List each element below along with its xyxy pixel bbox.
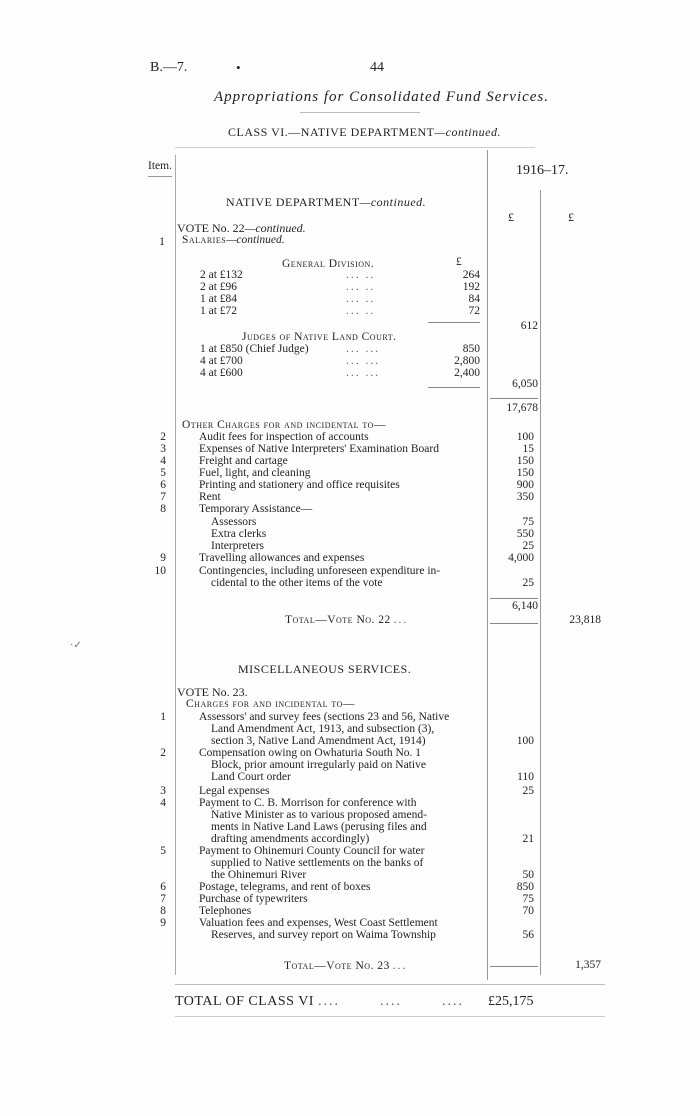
salaries-total-rule [490, 398, 538, 399]
misc-item-line: Payment to C. B. Morrison for conference with [199, 797, 417, 809]
charge-label: Travelling allowances and expenses [199, 552, 365, 564]
misc-item-line: supplied to Native settlements on the banks of [211, 857, 424, 869]
vote-23-total: 1,357 [575, 959, 601, 971]
misc-item-number: 9 [160, 917, 166, 929]
misc-item-number: 3 [160, 785, 166, 797]
leader-dots: ... ... [346, 367, 381, 379]
misc-item-line: Telephones [199, 905, 252, 917]
class-heading-rule [175, 147, 535, 148]
gd-row-label: 2 at £96 [200, 281, 238, 293]
misc-item-line: Reserves, and survey report on Waima Township [211, 929, 436, 941]
class-total-label: TOTAL OF CLASS VI .... .... .... [175, 994, 464, 1009]
misc-item-number: 7 [160, 893, 166, 905]
charge-item-number: 6 [160, 479, 166, 491]
misc-item-amount: 56 [522, 929, 534, 941]
misc-item-line: Legal expenses [199, 785, 270, 797]
pound-column-2: £ [568, 210, 574, 224]
report-ref: B.—7. [150, 60, 188, 75]
margin-mark: ·✓ [70, 640, 82, 651]
misc-item-line: the Ohinemuri River [211, 869, 307, 881]
item-header-rule [148, 176, 172, 177]
charge-label: Temporary Assistance— [199, 503, 313, 515]
misc-item-line: Purchase of typewriters [199, 893, 308, 905]
misc-item-number: 6 [160, 881, 166, 893]
gd-row-amount: 192 [462, 281, 480, 293]
gd-row-amount: 84 [468, 293, 480, 305]
misc-item-number: 4 [160, 797, 166, 809]
vote-22-total-rule [490, 623, 538, 624]
charge-label: Interpreters [211, 540, 264, 552]
gd-row-amount: 264 [462, 269, 480, 281]
amount-column-rule-left [487, 150, 488, 980]
leader-dots: ... .. [346, 269, 376, 281]
item-number: 1 [159, 234, 165, 248]
vote-23-heading: VOTE No. 23. [177, 685, 248, 699]
misc-item-amount: 25 [522, 785, 534, 797]
charge-amount: 25 [522, 540, 534, 552]
pound-column-1: £ [508, 210, 514, 224]
misc-item-number: 8 [160, 905, 166, 917]
vote-22-total-label: Total—Vote No. 22 ... [285, 614, 409, 626]
page-title: Appropriations for Consolidated Fund Services. [214, 89, 550, 105]
misc-item-line: Postage, telegrams, and rent of boxes [199, 881, 371, 893]
salaries-heading: Salaries—continued. [182, 234, 285, 246]
misc-services-heading: MISCELLANEOUS SERVICES. [238, 662, 412, 676]
leader-dots: ... ... [346, 343, 381, 355]
charge-amount: 150 [516, 455, 534, 467]
charge-amount: 100 [516, 431, 534, 443]
charge-amount: 15 [522, 443, 534, 455]
general-division-pound: £ [456, 256, 462, 268]
charge-amount: 25 [522, 577, 534, 589]
leader-dots: ... .. [346, 293, 376, 305]
charge-item-number: 10 [154, 565, 166, 577]
misc-item-amount: 110 [517, 771, 534, 783]
native-department-heading: NATIVE DEPARTMENT—continued. [226, 195, 427, 209]
item-column-header: Item. [148, 160, 172, 172]
judges-row-amount: 2,400 [454, 367, 480, 379]
title-rule [300, 112, 420, 113]
charge-label: Contingencies, including unforeseen expenditure in- [199, 565, 441, 577]
charge-label: Expenses of Native Interpreters' Examination Board [199, 443, 439, 455]
gd-subtotal-rule [428, 322, 480, 323]
misc-item-line: ments in Native Land Laws (perusing files and [211, 821, 427, 833]
misc-item-amount: 75 [522, 893, 534, 905]
misc-item-amount: 100 [516, 735, 534, 747]
class-total-amount: £25,175 [488, 994, 534, 1009]
judges-row-amount: 2,800 [454, 355, 480, 367]
gd-row-amount: 72 [468, 305, 480, 317]
charge-amount: 150 [516, 467, 534, 479]
charge-item-number: 3 [160, 443, 166, 455]
misc-item-amount: 50 [522, 869, 534, 881]
misc-item-number: 5 [160, 845, 166, 857]
misc-item-line: Assessors' and survey fees (sections 23 and 56, Native [199, 711, 450, 723]
misc-item-line: section 3, Native Land Amendment Act, 1914) [211, 735, 426, 747]
charge-amount: 550 [516, 528, 534, 540]
misc-item-line: Valuation fees and expenses, West Coast Settlement [199, 917, 438, 929]
charge-label: Extra clerks [211, 528, 267, 540]
judges-total: 6,050 [512, 378, 538, 390]
misc-item-line: Payment to Ohinemuri County Council for water [199, 845, 425, 857]
leader-dots: ... ... [346, 355, 381, 367]
salaries-total: 17,678 [506, 402, 538, 414]
page-number: 44 [370, 60, 384, 75]
misc-item-number: 2 [160, 747, 166, 759]
class-heading: CLASS VI.—NATIVE DEPARTMENT—continued. [228, 125, 501, 139]
misc-item-line: Land Amendment Act, 1913, and subsection (3), [211, 723, 435, 735]
charge-label: Audit fees for inspection of accounts [199, 431, 369, 443]
charges-total: 6,140 [512, 600, 538, 612]
year-column-header: 1916–17. [516, 163, 569, 178]
class-total-top-rule [175, 984, 605, 985]
misc-charges-heading: Charges for and incidental to— [186, 698, 355, 710]
gd-row-label: 2 at £132 [200, 269, 243, 281]
misc-item-line: Block, prior amount irregularly paid on Native [211, 759, 426, 771]
misc-item-line: drafting amendments accordingly) [211, 833, 370, 845]
charge-item-number: 5 [160, 467, 166, 479]
vote-22-total: 23,818 [569, 614, 601, 626]
charge-amount: 900 [516, 479, 534, 491]
misc-item-line: Land Court order [211, 771, 291, 783]
gd-total: 612 [520, 320, 538, 332]
general-division-heading: General Division. [282, 258, 375, 270]
charge-item-number: 2 [160, 431, 166, 443]
judges-row-label: 4 at £700 [200, 355, 243, 367]
vote-23-total-rule [490, 966, 538, 967]
charge-label: Rent [199, 491, 221, 503]
leader-dots: ... .. [346, 281, 376, 293]
charge-amount: 75 [522, 516, 534, 528]
charge-label: Freight and cartage [199, 455, 288, 467]
charge-item-number: 9 [160, 552, 166, 564]
class-total-bottom-rule [175, 1016, 605, 1017]
charge-label: Assessors [211, 516, 257, 528]
vote-22-heading: VOTE No. 22—continued. [177, 221, 306, 235]
charge-label: Printing and stationery and office requisites [199, 479, 400, 491]
charge-amount: 4,000 [508, 552, 534, 564]
vote-23-total-label: Total—Vote No. 23 ... [284, 960, 408, 972]
misc-item-amount: 70 [522, 905, 534, 917]
charge-item-number: 7 [160, 491, 166, 503]
misc-item-line: Native Minister as to various proposed amend- [211, 809, 427, 821]
judges-row-label: 1 at £850 (Chief Judge) [200, 343, 309, 355]
judges-heading: Judges of Native Land Court. [242, 331, 397, 343]
judges-row-amount: 850 [462, 343, 480, 355]
header-bullet: • [236, 60, 241, 75]
misc-item-line: Compensation owing on Owhaturia South No. 1 [199, 747, 421, 759]
item-column-rule [175, 155, 176, 975]
judges-row-label: 4 at £600 [200, 367, 243, 379]
charge-item-number: 4 [160, 455, 166, 467]
charge-label: Fuel, light, and cleaning [199, 467, 311, 479]
misc-item-amount: 850 [516, 881, 534, 893]
gd-row-label: 1 at £84 [200, 293, 238, 305]
misc-item-number: 1 [160, 711, 166, 723]
charge-amount: 350 [516, 491, 534, 503]
gd-row-label: 1 at £72 [200, 305, 238, 317]
other-charges-heading: Other Charges for and incidental to— [182, 419, 386, 431]
judges-subtotal-rule [428, 387, 480, 388]
leader-dots: ... .. [346, 305, 376, 317]
charges-total-rule [490, 598, 538, 599]
misc-item-amount: 21 [522, 833, 534, 845]
charge-item-number: 8 [160, 503, 166, 515]
charge-label: cidental to the other items of the vote [211, 577, 383, 589]
amount-column-rule-mid [540, 190, 541, 975]
